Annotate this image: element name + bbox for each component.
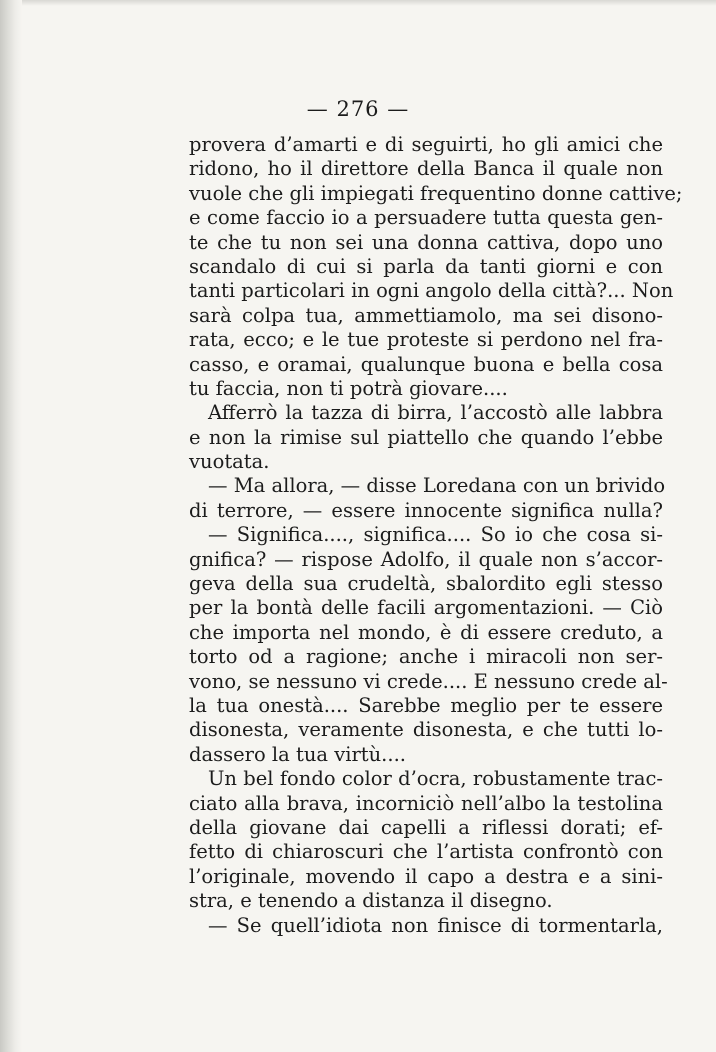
text-line: gnifica? — rispose Adolfo, il quale non s’accor- (189, 547, 663, 571)
text-line: geva della sua crudeltà, sbalordito egli stesso (189, 572, 663, 596)
text-line: provera d’amarti e di seguirti, ho gli amici che (189, 133, 663, 156)
text-line: e come faccio io a persuadere tutta questa gen- (189, 206, 663, 230)
text-line: la tua onestà.... Sarebbe meglio per te essere (189, 693, 663, 717)
text-line: di terrore, — essere innocente significa nulla? (189, 498, 663, 522)
text-line: vono, se nessuno vi crede.... E nessuno crede al- (189, 669, 668, 693)
text-line: rata, ecco; e le tue proteste si perdono nel fra- (189, 328, 663, 352)
text-line: torto od a ragione; anche i miracoli non ser- (189, 645, 663, 669)
text-line: vuole che gli impiegati frequentino donne cattive; (189, 181, 683, 205)
text-line: della giovane dai capelli a riflessi dorati; ef- (189, 815, 663, 839)
text-line: ciato alla brava, incorniciò nell’albo la testolina (189, 791, 663, 815)
body-text (189, 133, 683, 938)
page-top-shadow (22, 0, 716, 6)
text-line: Afferrò la tazza di birra, l’accostò alle labbra (208, 401, 663, 425)
text-line: — Ma allora, — disse Loredana con un brivido (208, 474, 666, 498)
text-line: sarà colpa tua, ammettiamolo, ma sei disono- (189, 303, 663, 327)
page-binding-shadow (0, 0, 22, 1052)
text-line: l’originale, movendo il capo a destra e a sini- (189, 864, 663, 888)
text-line: tanti particolari in ogni angolo della città?... Non (189, 279, 674, 303)
text-line: fetto di chiaroscuri che l’artista confrontò con (189, 840, 663, 864)
text-line: ridono, ho il direttore della Banca il quale non (189, 157, 663, 181)
text-line: per la bontà delle facili argomentazioni. — Ciò (189, 596, 663, 620)
text-line: casso, e oramai, qualunque buona e bella cosa (189, 352, 663, 376)
text-line: tu faccia, non ti potrà giovare.... (189, 376, 508, 400)
page-number: — 276 — (306, 97, 410, 121)
text-line: Un bel fondo color d’ocra, robustamente trac- (208, 767, 663, 791)
text-line: — Significa...., significa.... So io che cosa si- (208, 523, 663, 547)
text-line: te che tu non sei una donna cattiva, dopo uno (189, 230, 663, 254)
text-line: vuotata. (189, 450, 270, 474)
text-line: scandalo di cui si parla da tanti giorni e con (189, 254, 663, 278)
text-line: che importa nel mondo, è di essere creduto, a (189, 620, 663, 644)
text-line: dassero la tua virtù.... (189, 742, 406, 766)
text-line: stra, e tenendo a distanza il disegno. (189, 889, 553, 913)
text-line: — Se quell’idiota non finisce di tormentarla, (208, 913, 663, 937)
text-line: e non la rimise sul piattello che quando l’ebbe (189, 425, 663, 449)
text-line: disonesta, veramente disonesta, e che tutti lo- (189, 718, 663, 742)
